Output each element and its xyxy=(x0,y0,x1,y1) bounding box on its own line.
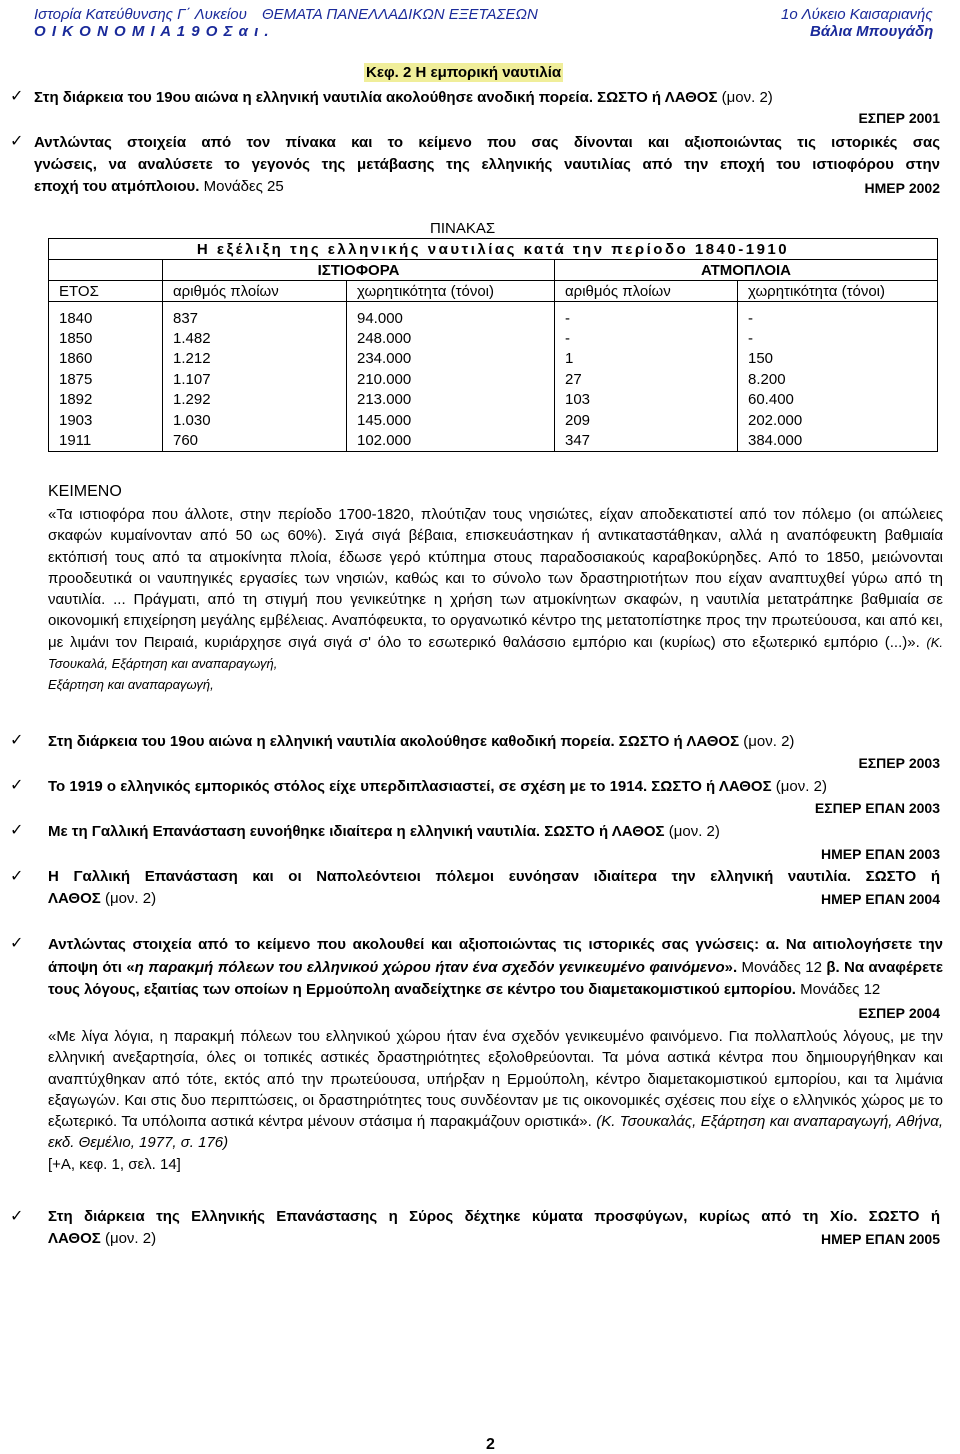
table-cell: 1903 xyxy=(49,410,163,430)
table-cell: 145.000 xyxy=(347,410,555,430)
table-row xyxy=(49,308,938,328)
table-row xyxy=(49,410,938,430)
check-icon: ✓ xyxy=(10,133,24,150)
table-cell: 209 xyxy=(555,410,738,430)
table-cell: 210.000 xyxy=(347,369,555,389)
table-cell: 760 xyxy=(163,430,347,451)
table-cell: 248.000 xyxy=(347,328,555,348)
table-cell: 1840 xyxy=(49,308,163,328)
table-cell: 60.400 xyxy=(738,390,938,410)
question-2-line-3: εποχή του ατμόπλοιου. Μονάδες 25 xyxy=(34,178,284,195)
source-q6: ΗΜΕΡ ΕΠΑΝ 2004 xyxy=(820,891,940,907)
question-7: Αντλώντας στοιχεία από το κείμενο που ακολουθεί και αξιοποιώντας τις ιστορικές σας γνώσεις: α. Να αιτιολογήσετε την άποψη ότι «η παρακμή πόλεων του ελληνικού χώρου ήταν ένα σχεδόν γενικευμένο φαινόμενο». Μονάδες 12 β. Να αναφέρετε τους λόγους, εξαιτίας των οποίων η Ερμούπολη αναδείχτηκε σε κέντρο του διαμετακομιστικού εμπορίου. Μονάδες 12 xyxy=(48,936,943,998)
table-row xyxy=(49,390,938,410)
table-cell: 27 xyxy=(555,369,738,389)
table-cell: - xyxy=(738,308,938,328)
table-title: Η εξέλιξη της ελληνικής ναυτιλίας κατά την περίοδο 1840-1910 xyxy=(49,239,938,260)
question-2-line-1: Αντλώντας στοιχεία από τον πίνακα και το κείμενο που σας δίνονται και αξιοποιώντας τις ιστορικές σας xyxy=(34,134,940,151)
table-cell: 213.000 xyxy=(347,390,555,410)
table-caption: ΠΙΝΑΚΑΣ xyxy=(430,220,496,237)
text-body: «Τα ιστιοφόρα που άλλοτε, στην περίοδο 1700-1820, πλούτιζαν τους νησιώτες, είχαν αποδεκατιστεί από τον πόλεμο (οι απώλειες σκαφών κυμαίνονταν από 50 ως 60%). Σιγά σιγά βέβαια, επισκευάστηκαν ή αντικαταστάθηκαν, αλλά η αναπόφευκτη βαθμιαία εκτόπισή τους από τα ατμοκίνητα πλοία, έδωσε γερό κτύπημα στους παραδοσιακούς καραβοκύρηδες. Από το 1850, μειώνονται προοδευτικά οι ναυπηγικές εργασίες των νησιών, καθώς και το σύνολο των δραστηριοτήτων που είχαν αναπτυχθεί γύρω από τη ναυτιλία. ... Πράγματι, από τη στιγμή που γενικεύτηκε η χρήση των ατμοκίνητων σκαφών, η ναυτιλία μετατράπηκε βαθμιαία σε οικονομική επιχείρηση μεγάλης εμβέλειας. Αναπόφευκτα, το οργανωτικό κέντρο της μετατοπίστηκε προς την πρωτεύουσα, και από κει, με λιμάνι τον Πειραιά, κυριάρχησε σιγά σιγά σ' όλο το εσωτερικό θαλάσσιο εμπόριο και (κυρίως) στο εξωτερικό εμπόριο (...)». (Κ. Τσουκαλά, Εξάρτηση και αναπαραγωγή, Εξάρτηση και αναπαραγωγή, xyxy=(48,506,944,693)
table-cell: 1911 xyxy=(49,430,163,451)
table-cell: 1892 xyxy=(49,390,163,410)
table-cell: 1.482 xyxy=(163,328,347,348)
table-cell: 837 xyxy=(163,308,347,328)
check-icon: ✓ xyxy=(10,935,24,952)
question-5: Με τη Γαλλική Επανάσταση ευνοήθηκε ιδιαίτερα η ελληνική ναυτιλία. ΣΩΣΤΟ ή ΛΑΘΟΣ (μον. 2) xyxy=(48,823,720,840)
table-cell: 1875 xyxy=(49,369,163,389)
table-row xyxy=(49,430,938,451)
header-center-1: ΘΕΜΑΤΑ ΠΑΝΕΛΛΑΔΙΚΩΝ ΕΞΕΤΑΣΕΩΝ xyxy=(262,6,538,23)
chapter-title: Κεφ. 2 Η εμπορική ναυτιλία xyxy=(366,64,562,81)
source-q3: ΕΣΠΕΡ 2003 xyxy=(858,755,940,771)
column-header: χωρητικότητα (τόνοι) xyxy=(738,281,938,302)
question-6-line-2: ΛΑΘΟΣ (μον. 2) xyxy=(48,890,157,907)
header-left-2: Ο Ι Κ Ο Ν Ο Μ Ι Α 1 9 Ο Σ α ι . xyxy=(34,23,270,40)
check-icon: ✓ xyxy=(10,868,24,885)
question-8-line-1: Στη διάρκεια της Ελληνικής Επανάστασης η Σύρος δέχτηκε κύματα προσφύγων, κυρίως από τη Χίο. ΣΩΣΤΟ ή xyxy=(48,1208,940,1225)
question-3: Στη διάρκεια του 19ου αιώνα η ελληνική ναυτιλία ακολούθησε καθοδική πορεία. ΣΩΣΤΟ ή ΛΑΘΟΣ (μον. 2) xyxy=(48,733,795,750)
table-cell: 347 xyxy=(555,430,738,451)
question-6-line-1: Η Γαλλική Επανάσταση και οι Ναπολεόντειοι πόλεμοι ευνόησαν ιδιαίτερα την ελληνική ναυτιλία. ΣΩΣΤΟ ή xyxy=(48,868,940,885)
page-number: 2 xyxy=(486,1436,495,1453)
column-header: αριθμός πλοίων xyxy=(555,281,738,302)
header-right-1: 1ο Λύκειο Καισαριανής xyxy=(781,6,933,23)
table-empty-cell xyxy=(49,260,163,281)
check-icon: ✓ xyxy=(10,88,24,105)
table-cell: 1860 xyxy=(49,349,163,369)
table-row xyxy=(49,369,938,389)
text-heading: ΚΕΙΜΕΝΟ xyxy=(48,483,122,500)
table-cell: 234.000 xyxy=(347,349,555,369)
table-cell: 1.292 xyxy=(163,390,347,410)
question-2-line-2: γνώσεις, να αναλύσετε το γεγονός της μετάβασης της ελληνικής ναυτιλίας από την εποχή του ιστιοφόρου στην xyxy=(34,156,940,173)
table-cell: - xyxy=(738,328,938,348)
table-cell: 8.200 xyxy=(738,369,938,389)
check-icon: ✓ xyxy=(10,777,24,794)
group-header-steam: ΑΤΜΟΠΛΟΙΑ xyxy=(555,260,938,281)
table-row xyxy=(49,328,938,348)
table-cell: 102.000 xyxy=(347,430,555,451)
source-q2: ΗΜΕΡ 2002 xyxy=(864,180,940,196)
table-cell: 1.107 xyxy=(163,369,347,389)
question-4: Το 1919 ο ελληνικός εμπορικός στόλος είχε υπερδιπλασιαστεί, σε σχέση με το 1914. ΣΩΣΤΟ ή ΛΑΘΟΣ (μον. 2) xyxy=(48,778,827,795)
question-7-text: «Με λίγα λόγια, η παρακμή πόλεων του ελληνικού χώρου ήταν ένα σχεδόν γενικευμένο φαινόμενο. Για πολλαπλούς λόγους, με την ελληνική ανεξαρτησία, όλες οι τοπικές αστικές δραστηριότητες εξολοθρεύονται. Τα μόνα αστικά κέντρα που δημιουργήθηκαν και αναπτύχθηκαν από τότε, εκτός από την πρωτεύουσα, υπήρξαν η Ερμούπολη, κέντρο διαμετακομιστικού εμπορίου, και τα λιμάνια εξαγωγών. Και στις δυο περιπτώσεις, οι δραστηριότητες τους συνδέονταν με τις οικονομικές σχέσεις που είχε ο ελληνικός χώρος με το εξωτερικό. Τα υπόλοιπα αστικά κέντρα μένουν στάσιμα ή παρακμάζουν οριστικά». (Κ. Τσουκαλάς, Εξάρτηση και αναπαραγωγή, Αθήνα, εκδ. Θεμέλιο, 1977, σ. 176) [+Α, κεφ. 1, σελ. 14] xyxy=(48,1028,943,1173)
table-cell: 384.000 xyxy=(738,430,938,451)
table-cell: - xyxy=(555,308,738,328)
source-q1: ΕΣΠΕΡ 2001 xyxy=(858,110,940,126)
column-header: χωρητικότητα (τόνοι) xyxy=(347,281,555,302)
group-header-sail: ΙΣΤΙΟΦΟΡΑ xyxy=(163,260,555,281)
question-1: Στη διάρκεια του 19ου αιώνα η ελληνική ναυτιλία ακολούθησε ανοδική πορεία. ΣΩΣΤΟ ή ΛΑΘΟΣ (μον. 2) xyxy=(34,89,773,106)
table-cell: 94.000 xyxy=(347,308,555,328)
check-icon: ✓ xyxy=(10,732,24,749)
table-cell: 1 xyxy=(555,349,738,369)
table-cell: 1850 xyxy=(49,328,163,348)
column-header: ΕΤΟΣ xyxy=(49,281,163,302)
table-cell: 1.030 xyxy=(163,410,347,430)
table-cell: 202.000 xyxy=(738,410,938,430)
shipping-table xyxy=(48,238,938,452)
table-cell: 1.212 xyxy=(163,349,347,369)
check-icon: ✓ xyxy=(10,822,24,839)
source-q7: ΕΣΠΕΡ 2004 xyxy=(858,1005,940,1021)
source-q5: ΗΜΕΡ ΕΠΑΝ 2003 xyxy=(820,846,940,862)
header-right-2: Βάλια Μπουγάδη xyxy=(810,23,934,40)
table-cell: - xyxy=(555,328,738,348)
table-cell: 103 xyxy=(555,390,738,410)
question-8-line-2: ΛΑΘΟΣ (μον. 2) xyxy=(48,1230,157,1247)
column-header: αριθμός πλοίων xyxy=(163,281,347,302)
source-q8: ΗΜΕΡ ΕΠΑΝ 2005 xyxy=(820,1231,940,1247)
source-q4: ΕΣΠΕΡ ΕΠΑΝ 2003 xyxy=(814,800,940,816)
check-icon: ✓ xyxy=(10,1208,24,1225)
table-row xyxy=(49,349,938,369)
header-left-1: Ιστορία Κατεύθυνσης Γ΄ Λυκείου xyxy=(34,6,247,23)
table-cell: 150 xyxy=(738,349,938,369)
